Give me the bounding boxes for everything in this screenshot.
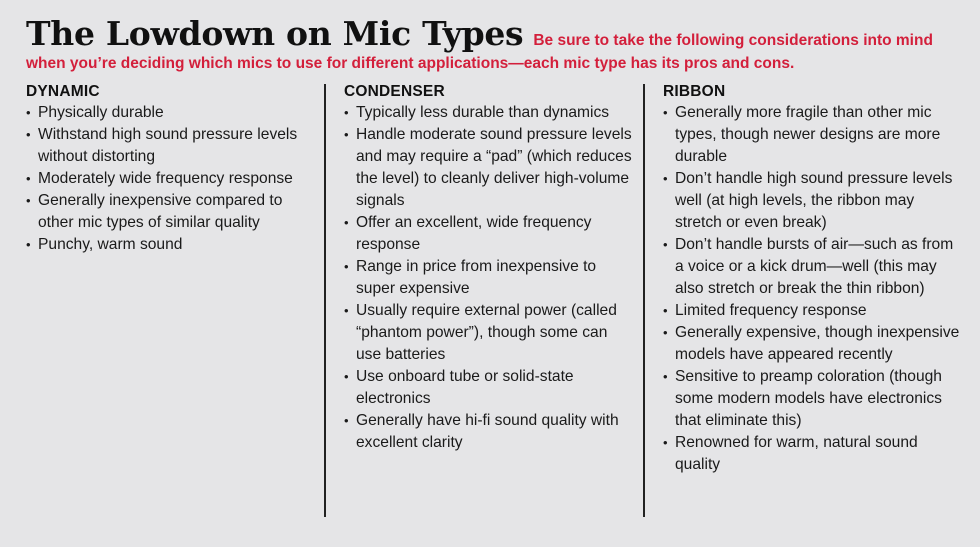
bullet-icon: • [26, 171, 31, 186]
list-item-text: Withstand high sound pressure levels without distorting [38, 126, 298, 165]
bullet-icon: • [663, 171, 668, 186]
bullet-icon: • [344, 259, 349, 274]
list-item-text: Generally have hi-fi sound quality with excellent clarity [356, 412, 619, 451]
bullet-icon: • [26, 127, 31, 142]
list-item-text: Usually require external power (called “phantom power”), though some can use batteries [356, 302, 617, 363]
bullet-icon: • [344, 369, 349, 384]
item-list [26, 102, 311, 256]
bullet-icon: • [344, 127, 349, 142]
list-item [663, 234, 963, 300]
list-item-text: Generally more fragile than other mic types, though newer designs are more durable [675, 104, 941, 165]
bullet-icon: • [344, 215, 349, 230]
header [26, 14, 966, 75]
list-item-text: Renowned for warm, natural sound quality [675, 434, 918, 473]
list-item [344, 102, 634, 124]
subtitle-line-2: when you’re deciding which mics to use for different applications—each mic type has its pros and cons. [26, 55, 795, 72]
item-list [663, 102, 963, 476]
list-item [344, 212, 634, 256]
column-heading: CONDENSER [344, 83, 445, 100]
list-item [26, 124, 311, 168]
list-item [344, 366, 634, 410]
bullet-icon: • [26, 237, 31, 252]
bullet-icon: • [663, 237, 668, 252]
bullet-icon: • [26, 105, 31, 120]
list-item [663, 366, 963, 432]
bullet-icon: • [663, 105, 668, 120]
column-divider [324, 84, 326, 517]
list-item [26, 102, 311, 124]
list-item [344, 124, 634, 212]
item-list [344, 102, 634, 454]
subtitle-line-1: Be sure to take the following considerations into mind [533, 32, 933, 49]
list-item [344, 410, 634, 454]
bullet-icon: • [663, 303, 668, 318]
list-item-text: Offer an excellent, wide frequency response [356, 214, 592, 253]
column-condenser [344, 83, 634, 454]
bullet-icon: • [26, 193, 31, 208]
list-item-text: Don’t handle high sound pressure levels well (at high levels, the ribbon may stretch or even break) [675, 170, 953, 231]
list-item-text: Handle moderate sound pressure levels and may require a “pad” (which reduces the level) to cleanly deliver high-volume signals [356, 126, 632, 209]
list-item-text: Punchy, warm sound [38, 236, 183, 253]
list-item [663, 102, 963, 168]
bullet-icon: • [344, 303, 349, 318]
column-heading: RIBBON [663, 83, 726, 100]
list-item-text: Limited frequency response [675, 302, 867, 319]
page-title: The Lowdown on Mic Types [26, 14, 524, 53]
list-item-text: Sensitive to preamp coloration (though some modern models have electronics that eliminate this) [675, 368, 942, 429]
bullet-icon: • [344, 413, 349, 428]
column-dynamic [26, 83, 311, 256]
list-item [663, 322, 963, 366]
list-item-text: Typically less durable than dynamics [356, 104, 610, 121]
list-item-text: Generally inexpensive compared to other mic types of similar quality [38, 192, 283, 231]
list-item-text: Moderately wide frequency response [38, 170, 293, 187]
column-divider [643, 84, 645, 517]
column-heading: DYNAMIC [26, 83, 100, 100]
list-item-text: Physically durable [38, 104, 164, 121]
list-item [344, 256, 634, 300]
list-item [26, 190, 311, 234]
list-item-text: Use onboard tube or solid-state electronics [356, 368, 574, 407]
bullet-icon: • [663, 325, 668, 340]
list-item [663, 432, 963, 476]
mic-type-columns [0, 83, 980, 523]
list-item-text: Generally expensive, though inexpensive models have appeared recently [675, 324, 960, 363]
list-item [663, 168, 963, 234]
bullet-icon: • [663, 435, 668, 450]
bullet-icon: • [663, 369, 668, 384]
column-ribbon [663, 83, 963, 476]
list-item-text: Range in price from inexpensive to super expensive [356, 258, 597, 297]
list-item [344, 300, 634, 366]
list-item-text: Don’t handle bursts of air—such as from a voice or a kick drum—well (this may also stretch or break the thin ribbon) [675, 236, 954, 297]
list-item [26, 168, 311, 190]
bullet-icon: • [344, 105, 349, 120]
list-item [663, 300, 963, 322]
list-item [26, 234, 311, 256]
